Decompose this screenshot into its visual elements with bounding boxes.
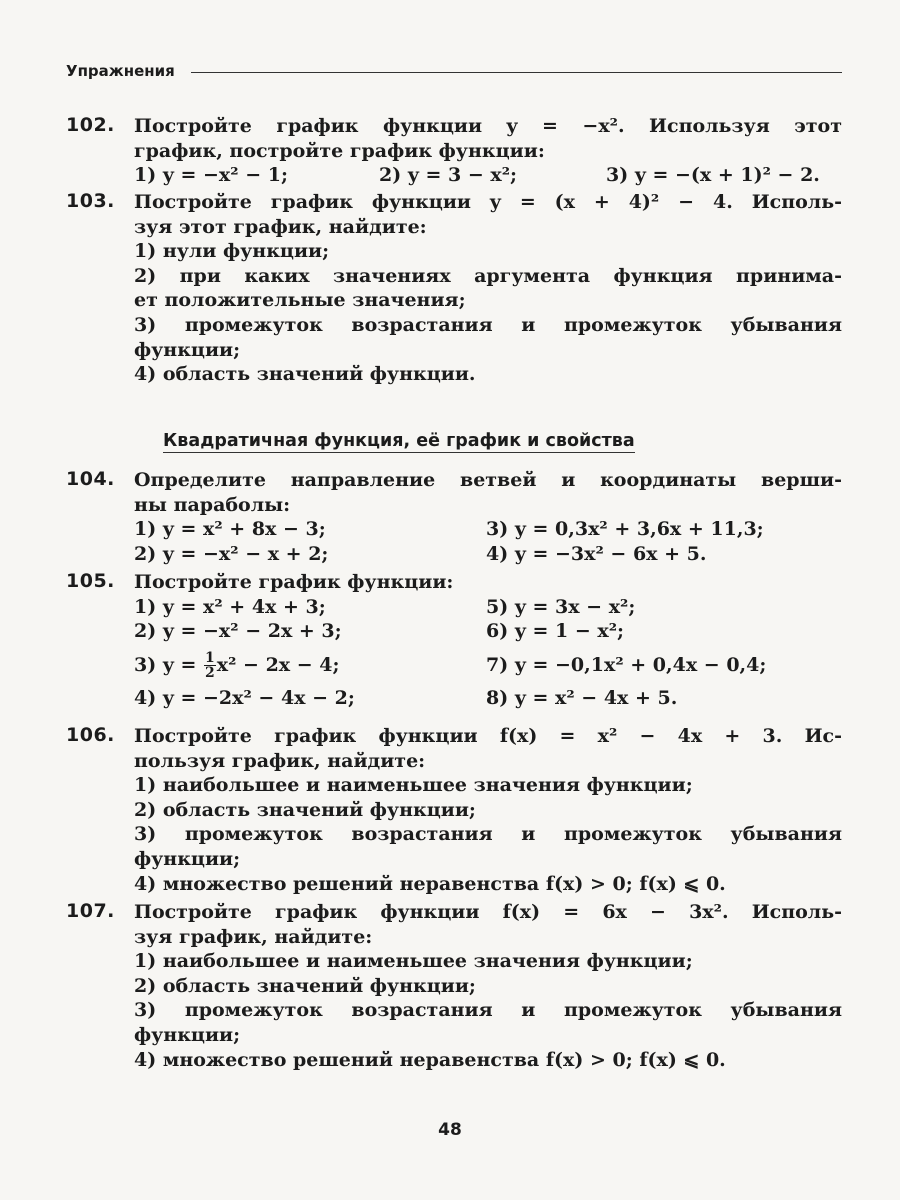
- exercise-options: [134, 542, 842, 567]
- exercise-item: 2) при каких значениях аргумента функция принима-: [134, 264, 842, 287]
- exercise-text: зуя этот график, найдите:: [134, 215, 427, 238]
- option: 1) y = −x² − 1;: [134, 164, 288, 187]
- exercise-item: 3) промежуток возрастания и промежуток убывания: [134, 823, 842, 846]
- exercise-107: [66, 900, 842, 1072]
- option: 8) y = x² − 4x + 5.: [486, 686, 678, 709]
- exercise-text: график, постройте график функции:: [134, 139, 545, 162]
- page-header: [66, 62, 842, 80]
- exercise-number: 104.: [66, 468, 115, 490]
- option-prefix: 3) y =: [134, 653, 204, 676]
- exercise-options: [134, 517, 842, 542]
- exercise-text: Постройте график функции f(x) = 6x − 3x². Исполь-: [134, 901, 842, 923]
- option: 1) y = x² + 4x + 3;: [134, 595, 326, 618]
- header-title: Упражнения: [66, 62, 175, 80]
- exercise-options: [134, 644, 842, 686]
- exercise-text: Постройте график функции y = −x². Используя этот: [134, 115, 842, 137]
- exercise-item: функции;: [134, 1023, 241, 1046]
- page-number: 48: [438, 1120, 462, 1140]
- exercise-text: ны параболы:: [134, 493, 291, 516]
- exercise-item: 4) область значений функции.: [134, 363, 476, 386]
- section-title: Квадратичная функция, её график и свойства: [163, 431, 635, 451]
- exercise-103: [66, 190, 842, 387]
- exercise-item: 1) наибольшее и наименьшее значения функции;: [134, 774, 693, 797]
- option: 5) y = 3x − x²;: [486, 595, 636, 618]
- exercise-item: 3) промежуток возрастания и промежуток убывания: [134, 313, 842, 336]
- exercise-102: [66, 114, 842, 188]
- option: 4) y = −3x² − 6x + 5.: [486, 542, 707, 565]
- exercise-item: 1) наибольшее и наименьшее значения функции;: [134, 950, 693, 973]
- option: 3) y = −(x + 1)² − 2.: [606, 164, 820, 187]
- exercise-item: 3) промежуток возрастания и промежуток убывания: [134, 999, 842, 1022]
- option: 6) y = 1 − x²;: [486, 620, 625, 643]
- exercise-item: 4) множество решений неравенства f(x) > 0; f(x) ⩽ 0.: [134, 872, 726, 895]
- option: 1) y = x² + 8x − 3;: [134, 518, 326, 541]
- exercise-item: 1) нули функции;: [134, 240, 330, 263]
- option: 3) y = 0,3x² + 3,6x + 11,3;: [486, 518, 764, 541]
- exercise-item: 2) область значений функции;: [134, 974, 476, 997]
- exercise-number: 102.: [66, 114, 115, 136]
- exercise-options: [134, 619, 842, 644]
- exercise-options: [134, 686, 842, 711]
- fraction-denominator: 2: [205, 665, 215, 682]
- exercise-options: [134, 595, 842, 620]
- exercise-item: функции;: [134, 847, 241, 870]
- fraction-numerator: 1: [205, 650, 215, 667]
- option: 4) y = −2x² − 4x − 2;: [134, 686, 355, 709]
- header-rule: [191, 72, 842, 73]
- exercise-text: пользуя график, найдите:: [134, 749, 426, 772]
- option-suffix: x² − 2x − 4;: [216, 653, 340, 676]
- option: 2) y = 3 − x²;: [379, 164, 518, 187]
- exercise-text: зуя график, найдите:: [134, 925, 373, 948]
- exercise-106: [66, 724, 842, 896]
- exercise-105: [66, 570, 842, 710]
- exercise-number: 103.: [66, 190, 115, 212]
- option: 2) y = −x² − x + 2;: [134, 542, 329, 565]
- option: 2) y = −x² − 2x + 3;: [134, 620, 342, 643]
- exercise-item: 2) область значений функции;: [134, 798, 476, 821]
- option-with-fraction: [134, 644, 486, 686]
- exercise-104: [66, 468, 842, 566]
- exercise-text: Постройте график функции:: [134, 571, 454, 593]
- exercise-item: функции;: [134, 338, 241, 361]
- exercise-number: 105.: [66, 570, 115, 592]
- exercise-number: 106.: [66, 724, 115, 746]
- exercise-options: [134, 163, 840, 188]
- exercise-text: Постройте график функции f(x) = x² − 4x + 3. Ис-: [134, 725, 842, 747]
- fraction: [204, 651, 216, 680]
- exercise-text: Определите направление ветвей и координаты верши-: [134, 469, 842, 491]
- exercise-item: ет положительные значения;: [134, 289, 466, 312]
- option: 7) y = −0,1x² + 0,4x − 0,4;: [486, 653, 767, 676]
- exercise-text: Постройте график функции y = (x + 4)² − 4. Исполь-: [134, 191, 842, 213]
- exercise-item: 4) множество решений неравенства f(x) > 0; f(x) ⩽ 0.: [134, 1048, 726, 1071]
- exercise-number: 107.: [66, 900, 115, 922]
